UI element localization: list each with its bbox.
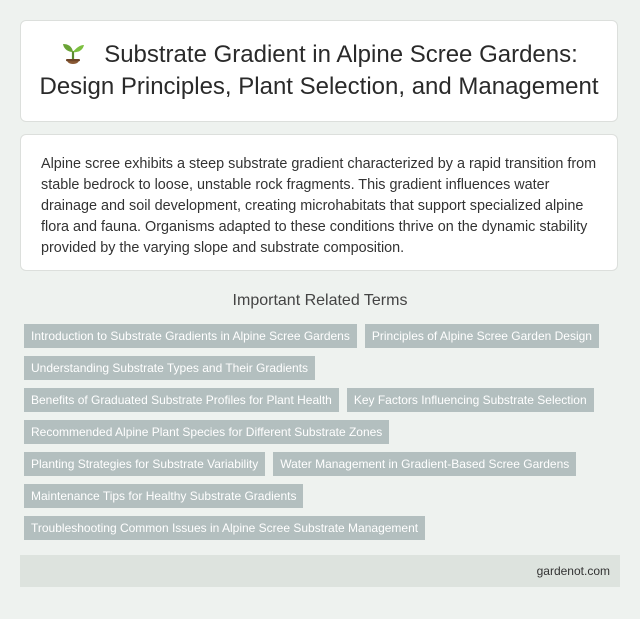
related-term-tag[interactable]: Troubleshooting Common Issues in Alpine Scree Substrate Management [24, 516, 425, 540]
related-term-tag[interactable]: Benefits of Graduated Substrate Profiles for Plant Health [24, 388, 339, 412]
related-term-tag[interactable]: Principles of Alpine Scree Garden Design [365, 324, 599, 348]
description-card [20, 134, 618, 271]
footer [20, 555, 620, 587]
related-term-tag[interactable]: Maintenance Tips for Healthy Substrate Gradients [24, 484, 303, 508]
page-title [37, 39, 601, 103]
related-term-tag[interactable]: Understanding Substrate Types and Their Gradients [24, 356, 315, 380]
footer-site-link[interactable]: gardenot.com [536, 564, 610, 578]
sprout-icon [60, 40, 86, 64]
related-term-tag[interactable]: Introduction to Substrate Gradients in Alpine Scree Gardens [24, 324, 357, 348]
related-term-tag[interactable]: Key Factors Influencing Substrate Selection [347, 388, 594, 412]
related-term-tag[interactable]: Recommended Alpine Plant Species for Different Substrate Zones [24, 420, 389, 444]
related-terms-list [24, 324, 620, 540]
title-card [20, 20, 618, 122]
description-text: Alpine scree exhibits a steep substrate gradient characterized by a rapid transition from stable bedrock to loose, unstable rock fragments. This gradient influences water drainage and soil development, creating microhabitats that support specialized alpine flora and fauna. Organisms adapted to these conditions thrive on the dynamic stability provided by the varying slope and substrate composition. [41, 156, 597, 256]
related-term-tag[interactable]: Water Management in Gradient-Based Scree Gardens [273, 452, 576, 476]
related-term-tag[interactable]: Planting Strategies for Substrate Variability [24, 452, 265, 476]
related-terms-heading: Important Related Terms [232, 292, 408, 309]
page-title-text: Substrate Gradient in Alpine Scree Gardens: Design Principles, Plant Selection, and Management [39, 41, 599, 100]
